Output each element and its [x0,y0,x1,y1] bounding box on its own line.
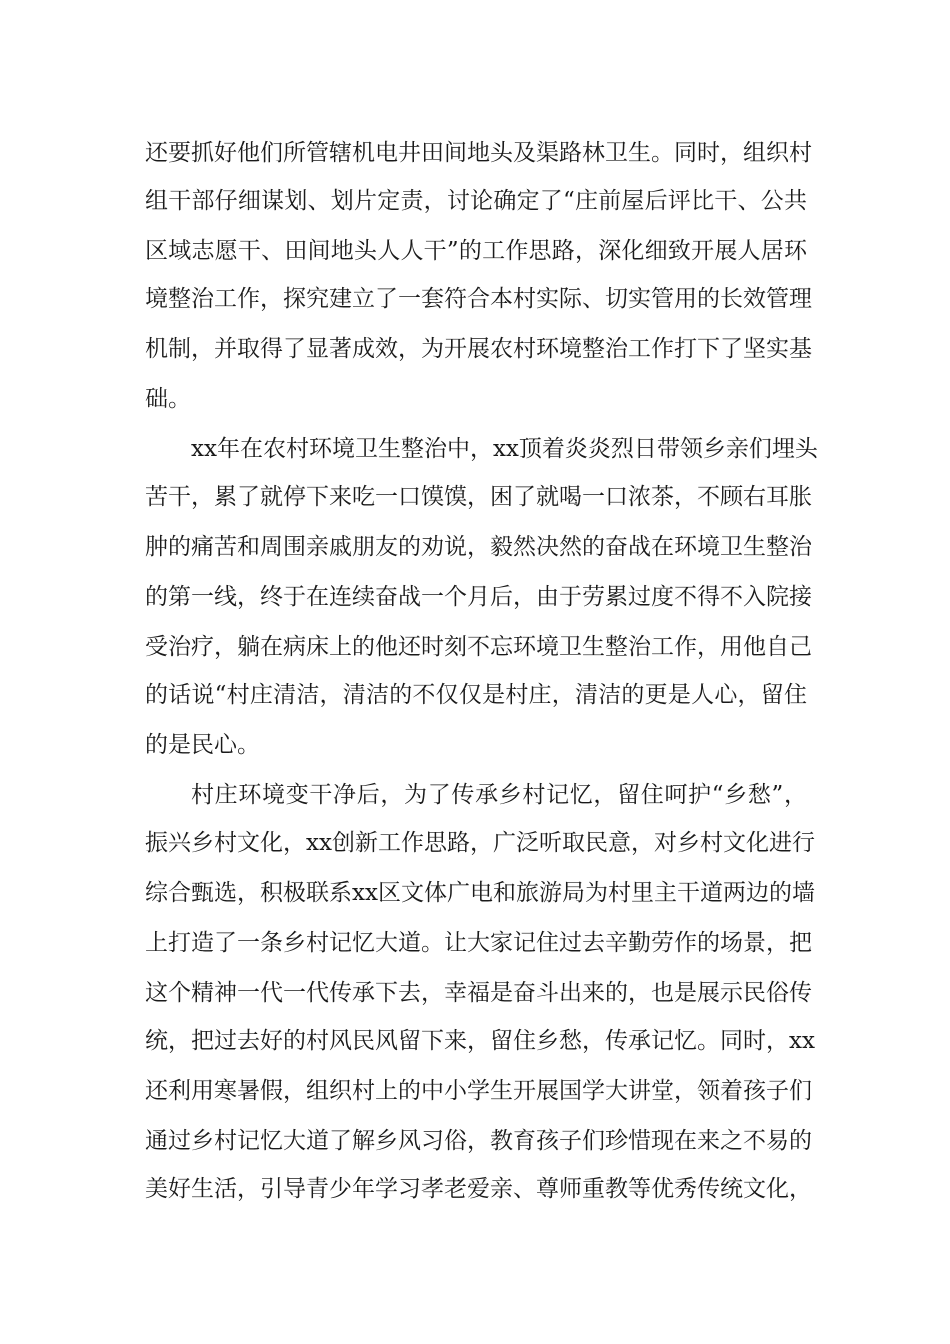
paragraph-line: 的是民心。 [145,732,260,758]
paragraph-first-line: xx年在农村环境卫生整治中，xx顶着炎炎烈日带领乡亲们埋头 [191,436,818,462]
paragraph-line: 的第一线，终于在连续奋战一个月后，由于劳累过度不得不入院接 [145,584,812,610]
paragraph-line: 础。 [145,386,191,412]
paragraph-line: 还利用寒暑假，组织村上的中小学生开展国学大讲堂，领着孩子们 [145,1078,812,1104]
paragraph-line: 通过乡村记忆大道了解乡风习俗，教育孩子们珍惜现在来之不易的 [145,1128,812,1154]
paragraph-line: 区域志愿干、田间地头人人干”的工作思路，深化细致开展人居环 [145,238,807,264]
paragraph-line: 苦干，累了就停下来吃一口馍馍，困了就喝一口浓茶，不顾右耳胀 [145,484,812,510]
paragraph-line: 综合甄选，积极联系xx区文体广电和旅游局为村里主干道两边的墙 [145,880,815,906]
paragraph-line: 肿的痛苦和周围亲戚朋友的劝说，毅然决然的奋战在环境卫生整治 [145,534,812,560]
paragraph-line: 这个精神一代一代传承下去，幸福是奋斗出来的，也是展示民俗传 [145,980,812,1006]
paragraph-line: 受治疗，躺在病床上的他还时刻不忘环境卫生整治工作，用他自己 [145,634,812,660]
paragraph-line: 的话说“村庄清洁，清洁的不仅仅是村庄，清洁的更是人心，留住 [145,682,807,708]
paragraph-line: 统，把过去好的村风民风留下来，留住乡愁，传承记忆。同时，xx [145,1028,815,1054]
paragraph-line: 美好生活，引导青少年学习孝老爱亲、尊师重教等优秀传统文化， [145,1176,812,1202]
paragraph-line: 机制，并取得了显著成效，为开展农村环境整治工作打下了坚实基 [145,336,812,362]
paragraph-line: 组干部仔细谋划、划片定责，讨论确定了“庄前屋后评比干、公共 [145,188,807,214]
paragraph-line: 还要抓好他们所管辖机电井田间地头及渠路林卫生。同时，组织村 [145,140,812,166]
paragraph-line: 振兴乡村文化，xx创新工作思路，广泛听取民意，对乡村文化进行 [145,830,815,856]
paragraph-first-line: 村庄环境变干净后，为了传承乡村记忆，留住呵护“乡愁”， [191,782,807,808]
paragraph-line: 上打造了一条乡村记忆大道。让大家记住过去辛勤劳作的场景，把 [145,930,812,956]
paragraph-line: 境整治工作，探究建立了一套符合本村实际、切实管用的长效管理 [145,286,812,312]
